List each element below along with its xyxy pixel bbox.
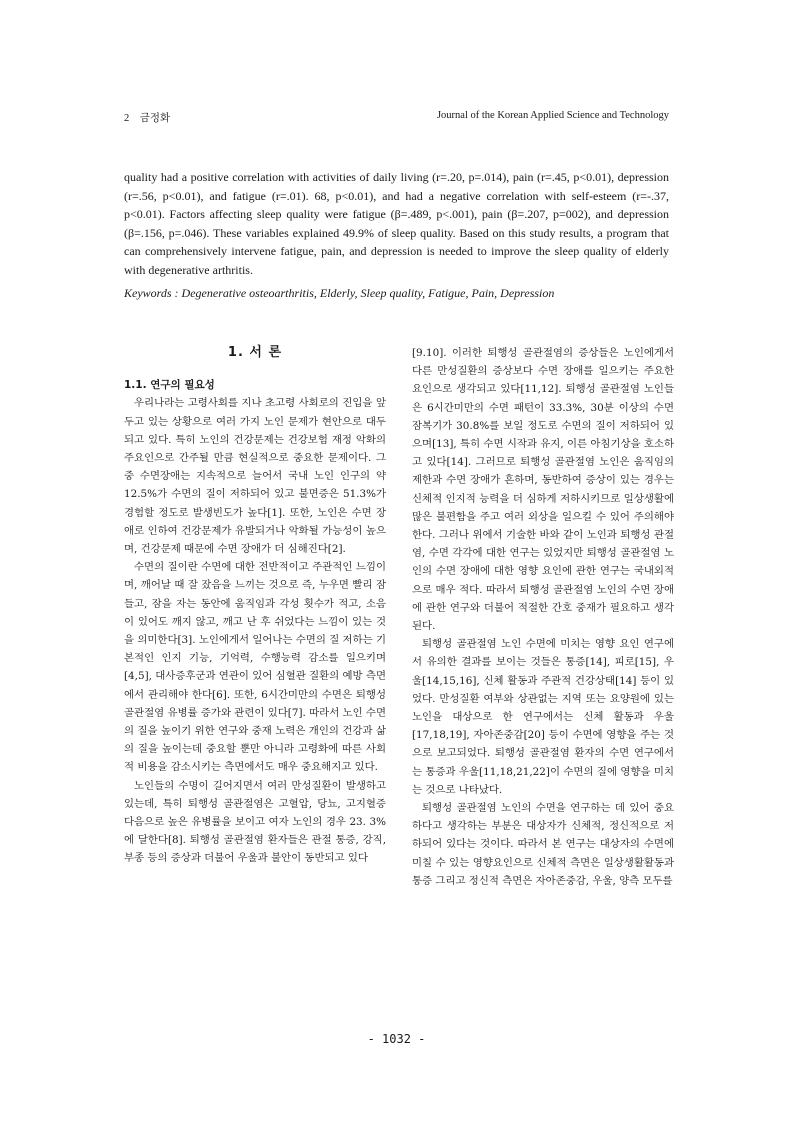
journal-name: Journal of the Korean Applied Science and Technology bbox=[436, 110, 669, 121]
abstract-text: quality had a positive correlation with activities of daily living (r=.20, p=.014), pain (r=.45, p<0.01), depression (r=.56, p<0.01), and fatigue (r=.01). 68, p<0.01), and had a negative correlation with self-esteem (r=-.37, p<0.01). Factors affecting sleep quality were fatigue (β=.489, p<.001), pain (β=.207, p=002), and depression (β=.156, p=.046). These variables explained 49.9% of sleep quality. Based on this study results, a program that can comprehensively intervene fatigue, pain, and depression is needed to improve the sleep quality of elderly with degenerative arthritis. bbox=[124, 170, 669, 277]
paragraph: 퇴행성 골관절염 노인의 수면을 연구하는 데 있어 중요하다고 생각하는 부분은 대상자가 신체적, 정신적으로 저하되어 있다는 것이다. 따라서 본 연구는 대상자의 수면에 미칠 수 있는 영향요인으로 신체적 측면은 일상생활활동과 통증 그리고 정신적 측면은 자아존중감, 우울, 양측 모두를 bbox=[412, 802, 674, 887]
paragraph: [9.10]. 이러한 퇴행성 골관절염의 증상들은 노인에게서 다른 만성질환의 증상보다 수면 장애를 일으키는 주요한 요인으로 생각되고 있다[11,12]. 퇴행성 골관절염 노인들은 6시간미만의 수면 패턴이 33.3%, 30분 이상의 수면 잠복기가 30.8%를 보일 정도로 수면의 질이 저하되어 있으며[13], 특히 수면 시작과 유지, 이른 아침기상을 호소하고 있다[14]. 그러므로 퇴행성 골관절염 노인은 움직임의 제한과 수면 장애가 흔하며, 동반하여 증상이 있는 경우는 신체적 인지적 능력을 더 심하게 저하시키므로 일상생활에 많은 불편함을 주고 여러 외상을 일으킬 수 있어 주의해야 한다. 그러나 위에서 기술한 바와 같이 노인과 퇴행성 관절염, 수면 각각에 대한 연구는 있었지만 퇴행성 골관절염 노인의 수면 장애에 대한 영향 요인에 관한 연구는 국내외적으로 매우 적다. 따라서 퇴행성 골관절염 노인의 수면 장애에 관한 연구와 더불어 적절한 간호 중재가 필요하고 생각된다. bbox=[412, 347, 674, 633]
right-column bbox=[412, 344, 674, 890]
subsection-title: 1.1. 연구의 필요성 bbox=[124, 379, 215, 392]
header-left bbox=[124, 110, 170, 125]
page-number: 2 bbox=[124, 113, 130, 124]
section-title: 1. 서 론 bbox=[227, 345, 283, 360]
paragraph: 수면의 질이란 수면에 대한 전반적이고 주관적인 느낌이며, 깨어날 때 잘 잤음을 느끼는 것으로 즉, 누우면 빨리 잠들고, 잠을 자는 동안에 움직임과 각성 횟수가 적고, 소음이 있어도 깨지 않고, 깨고 난 후 쉬었다는 느낌이 있는 것을 의미한다[3]. 노인에게서 일어나는 수면의 질 저하는 기본적인 인지 기능, 기억력, 수행능력 감소를 일으키며[4,5], 대사증후군과 연관이 있어 심혈관 질환의 예방 측면에서 관리해야 한다[6]. 또한, 6시간미만의 수면은 퇴행성 골관절염 유병률 증가와 관련이 있다[7]. 따라서 노인 수면의 질을 높이기 위한 연구와 중재 노력은 개인의 건강과 삶의 질을 높이는데 중요할 뿐만 아니라 고령화에 따른 사회적 비용을 감소시키는 측면에서도 매우 중요해지고 있다. bbox=[124, 561, 386, 774]
keywords: Keywords : Degenerative osteoarthritis, Elderly, Sleep quality, Fatigue, Pain, Depression bbox=[124, 286, 555, 300]
paragraph: 노인들의 수명이 길어지면서 여러 만성질환이 발생하고 있는데, 특히 퇴행성 골관절염은 고혈압, 당뇨, 고지혈증 다음으로 높은 유병률을 보이고 여자 노인의 경우 23. 3%에 달한다[8]. 퇴행성 골관절염 환자들은 관절 통증, 강직, 부종 등의 증상과 더불어 우울과 불안이 동반되고 있다 bbox=[124, 779, 386, 865]
page-footer: - 1032 - bbox=[367, 1032, 426, 1046]
running-header bbox=[124, 110, 669, 126]
paragraph: 우리나라는 고령사회를 지나 초고령 사회로의 진입을 앞두고 있는 상황으로 여러 가지 노인 문제가 현안으로 대두되고 있다. 특히 노인의 건강문제는 건강보험 재정 악화의 주요인으로 간주될 만큼 현실적으로 중요한 문제이다. 그 중 수면장애는 지속적으로 늘어서 국내 노인 인구의 약 12.5%가 수면의 질이 저하되어 있고 불면증은 51.3%가 경험할 정도로 발생빈도가 높다[1]. 또한, 노인은 수면 장애로 인하여 건강문제가 유발되거나 악화될 가능성이 높으며, 건강문제 때문에 수면 장애가 더 심해진다[2]. bbox=[124, 397, 386, 556]
left-column bbox=[124, 344, 386, 868]
paragraph: 퇴행성 골관절염 노인 수면에 미치는 영향 요인 연구에서 유의한 결과를 보이는 것들은 통증[14], 피로[15], 우울[14,15,16], 신체 활동과 주관적 건강상태[14] 등이 있었다. 만성질환 여부와 상관없는 지역 또는 요양원에 있는 노인을 대상으로 한 연구에서는 신체 활동과 우울[17,18,19], 자아존중감[20] 등이 수면에 영향을 주는 것으로 보고되었다. 퇴행성 골관절염 환자의 수면 연구에서는 통증과 우울[11,18,21,22]이 수면의 질에 영향을 미치는 것으로 나타났다. bbox=[412, 638, 674, 796]
author-name: 금정화 bbox=[139, 113, 171, 124]
